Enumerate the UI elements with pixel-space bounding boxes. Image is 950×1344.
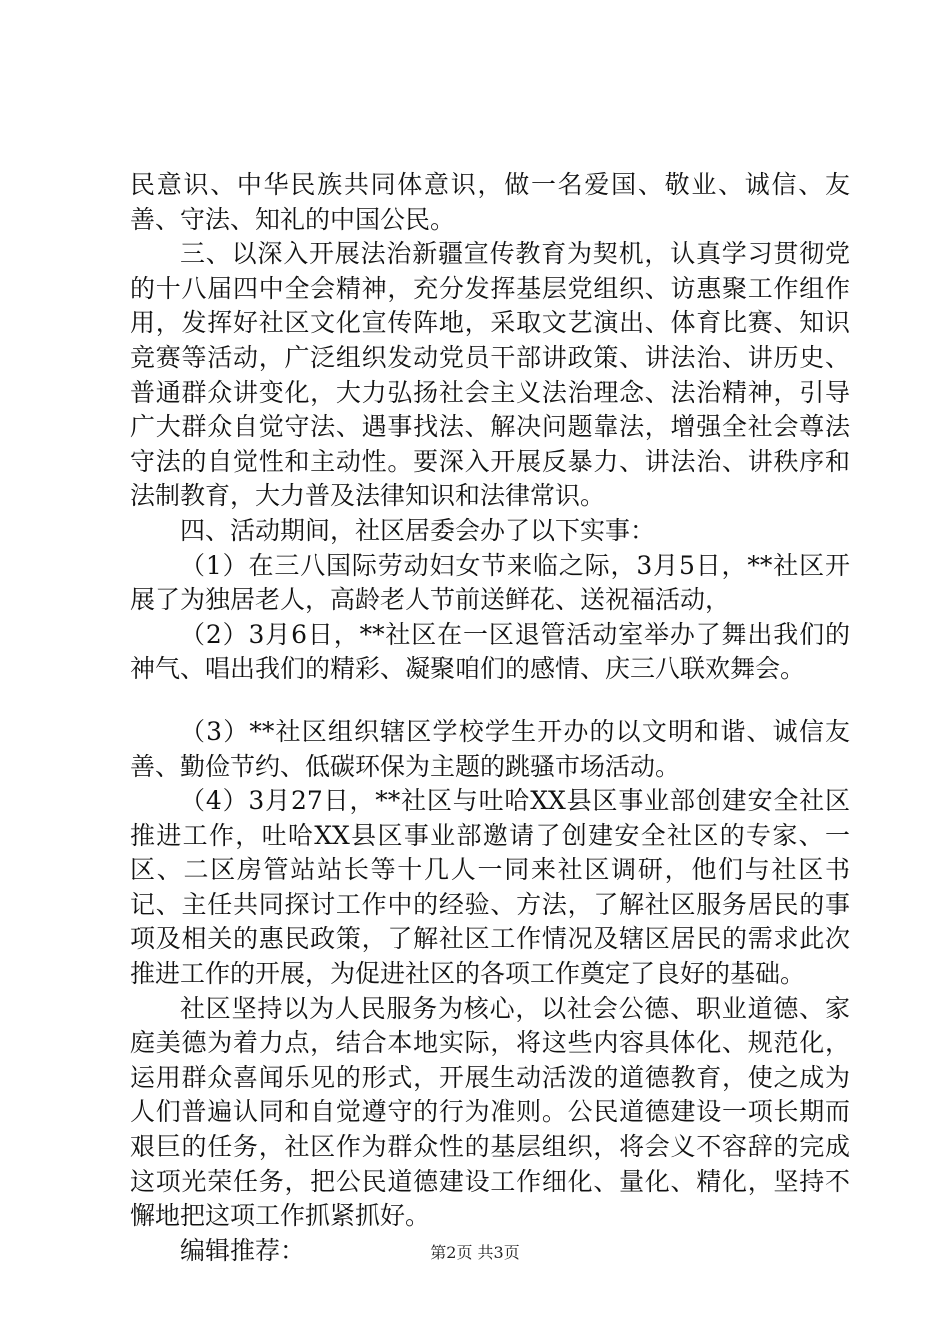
paragraph-item-2: （2）3月6日，**社区在一区退管活动室举办了舞出我们的神气、唱出我们的精彩、凝聚咱们的感情、庆三八联欢舞会。 — [130, 619, 850, 684]
paragraph-item-3: （3）**社区组织辖区学校学生开办的以文明和谐、诚信友善、勤俭节约、低碳环保为主题的跳骚市场活动。 — [130, 716, 850, 781]
paragraph-summary: 社区坚持以为人民服务为核心，以社会公德、职业道德、家庭美德为着力点，结合本地实际，将这些内容具体化、规范化，运用群众喜闻乐见的形式，开展生动活泼的道德教育，使之成为人们普遍认同和自觉遵守的行为准则。公民道德建设一项长期而艰巨的任务，社区作为群众性的基层组织，将会义不容辞的完成这项光荣任务，把公民道德建设工作细化、量化、精化，坚持不懈地把这项工作抓紧抓好。 — [130, 993, 850, 1231]
page-footer: 第2页 共3页 — [430, 1243, 520, 1262]
paragraph-continued: 民意识、中华民族共同体意识，做一名爱国、敬业、诚信、友善、守法、知礼的中国公民。 — [130, 170, 850, 234]
paragraph-gap — [130, 687, 850, 715]
paragraph-item-4: （4）3月27日，**社区与吐哈XX县区事业部创建安全社区推进工作，吐哈XX县区事业部邀请了创建安全社区的专家、一区、二区房管站站长等十几人一同来社区调研，他们与社区书记、主任共同探讨工作中的经验、方法，了解社区服务居民的事项及相关的惠民政策，了解社区工作情况及辖区居民的需求此次推进工作的开展，为促进社区的各项工作奠定了良好的基础。 — [130, 786, 850, 989]
paragraph-section-three: 三、以深入开展法治新疆宣传教育为契机，认真学习贯彻党的十八届四中全会精神，充分发挥基层党组织、访惠聚工作组作用，发挥好社区文化宣传阵地，采取文艺演出、体育比赛、知识竞赛等活动，广泛组织发动党员干部讲政策、讲法治、讲历史、普通群众讲变化，大力弘扬社会主义法治理念、法治精神，引导广大群众自觉守法、遇事找法、解决问题靠法，增强全社会尊法守法的自觉性和主动性。要深入开展反暴力、讲法治、讲秩序和法制教育，大力普及法律知识和法律常识。 — [130, 239, 850, 511]
paragraph-item-1: （1）在三八国际劳动妇女节来临之际，3月5日，**社区开展了为独居老人，高龄老人节前送鲜花、送祝福活动， — [130, 550, 850, 615]
document-body — [130, 168, 850, 1268]
paragraph-editor-recommend: 编辑推荐： — [180, 1235, 306, 1265]
paragraph-section-four: 四、活动期间，社区居委会办了以下实事： — [180, 515, 656, 545]
